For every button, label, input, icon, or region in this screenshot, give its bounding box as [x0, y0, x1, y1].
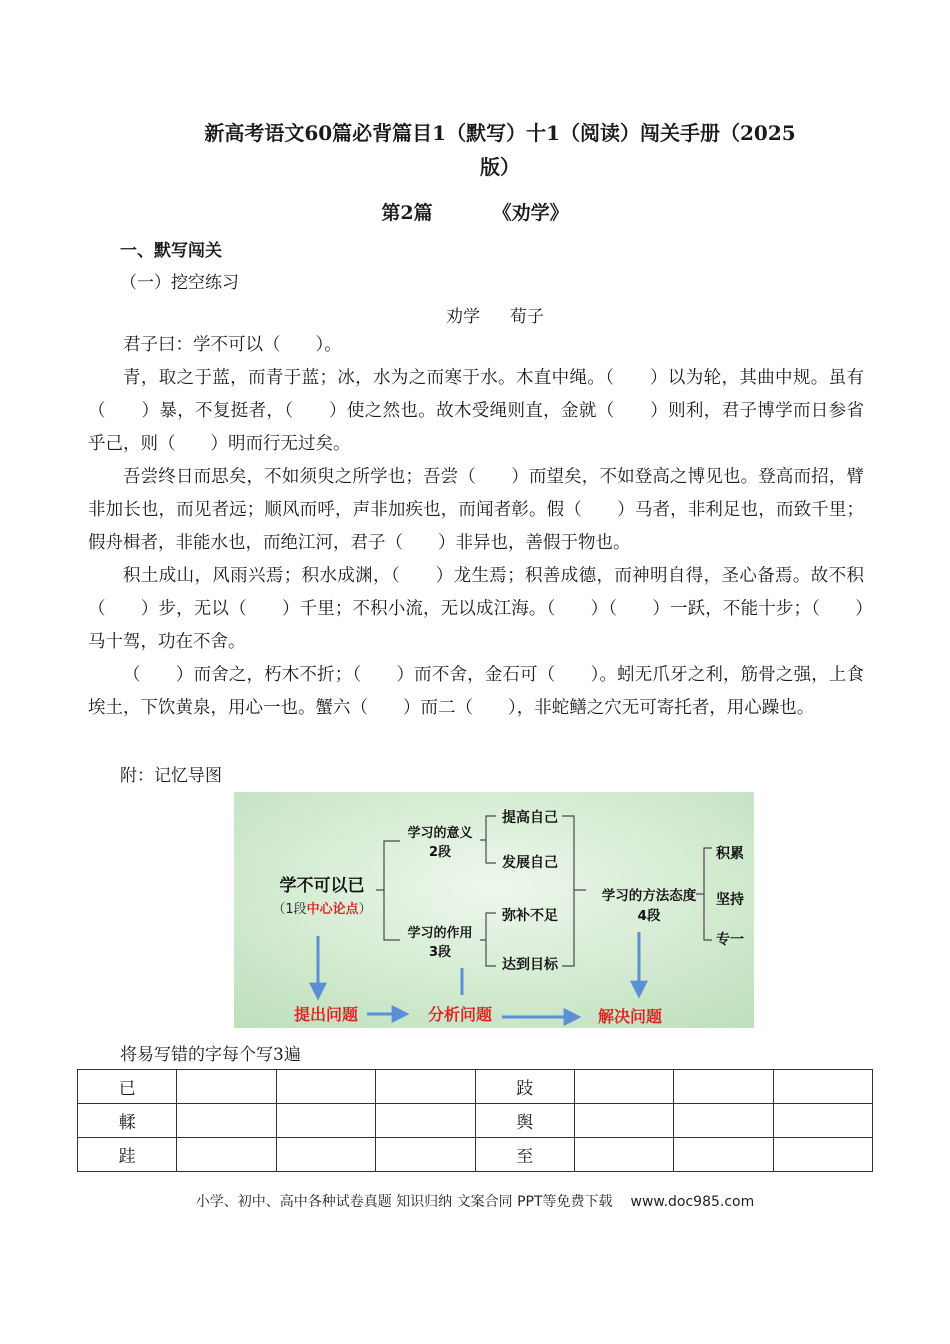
practice-caption: 将易写错的字每个写3遍: [120, 1045, 301, 1065]
title-line-1: 新高考语文60篇必背篇目1（默写）十1（阅读）闯关手册（2025: [204, 121, 796, 145]
map-node-meaning: 学习的意义: [407, 826, 473, 841]
map-node-meaning-para: 2段: [428, 845, 452, 860]
map-flow-item: 解决问题: [597, 1007, 663, 1026]
chapter-heading: [0, 198, 950, 225]
poem-heading: [0, 302, 950, 327]
paragraph: 君子曰：学不可以（ ）。: [123, 335, 342, 355]
practice-table: [77, 1069, 873, 1172]
paragraph: 青，取之于蓝，而青于蓝；冰，水为之而寒于水。木直中绳。（ ）以为轮，其曲中规。虽有（ ）暴，不复挺者，（ ）使之然也。故木受绳则直，金就（ ）则利，君子博学而日参省乎己，则（ ）明而行无过矣。: [88, 368, 864, 454]
table-cell: [773, 1104, 872, 1138]
table-cell: 跬: [78, 1138, 177, 1172]
chapter-number: 第2篇: [381, 202, 433, 224]
sub-heading: （一）挖空练习: [120, 273, 239, 293]
table-cell: 已: [78, 1070, 177, 1104]
map-center-note: （1段中心论点）: [272, 902, 372, 917]
map-node-effect: 学习的作用: [407, 926, 473, 941]
map-leaf: 发展自己: [502, 855, 558, 871]
table-cell: [376, 1070, 475, 1104]
map-center-topic: 学不可以已: [279, 876, 365, 896]
map-leaf: 坚持: [716, 892, 744, 908]
table-cell: [674, 1138, 773, 1172]
appendix-label: 附：记忆导图: [120, 766, 222, 786]
page-footer: [0, 1191, 950, 1211]
map-leaf: 弥补不足: [502, 908, 558, 924]
table-cell: [276, 1104, 375, 1138]
table-cell: [674, 1104, 773, 1138]
table-cell: [574, 1104, 673, 1138]
section-heading: 一、默写闯关: [120, 241, 222, 261]
table-cell: [674, 1070, 773, 1104]
map-leaf: 专一: [716, 932, 744, 948]
map-leaf: 达到目标: [502, 957, 558, 973]
document-title: [150, 116, 850, 184]
table-cell: [376, 1138, 475, 1172]
map-leaf: 提高自己: [502, 810, 558, 826]
poem-author: 荀子: [510, 307, 544, 327]
table-cell: 至: [475, 1138, 574, 1172]
table-cell: [177, 1104, 276, 1138]
table-cell: [276, 1138, 375, 1172]
table-cell: [177, 1138, 276, 1172]
table-cell: 跂: [475, 1070, 574, 1104]
table-cell: [574, 1138, 673, 1172]
paragraph: （ ）而舍之，朽木不折；（ ）而不舍，金石可（ ）。蚓无爪牙之利，筋骨之强，上食埃土，下饮黄泉，用心一也。蟹六（ ）而二（ ），非蛇鳝之穴无可寄托者，用心躁也。: [88, 665, 864, 718]
paragraph: 积土成山，风雨兴焉；积水成渊，（ ）龙生焉；积善成德，而神明自得，圣心备焉。故不积（ ）步，无以（ ）千里；不积小流，无以成江海。（ ）（ ）一跃，不能十步；（ ）马十驾，功在不舍。: [88, 566, 864, 652]
table-row: [78, 1070, 873, 1104]
table-cell: [276, 1070, 375, 1104]
chapter-title: 《劝学》: [492, 202, 569, 224]
paragraph: 吾尝终日而思矣，不如须臾之所学也；吾尝（ ）而望矣，不如登高之博见也。登高而招，臂非加长也，而见者远；顺风而呼，声非加疾也，而闻者彰。假（ ）马者，非利足也，而致千里；假舟楫者，非能水也，而绝江河，君子（ ）非异也，善假于物也。: [88, 467, 864, 553]
table-row: [78, 1138, 873, 1172]
mind-map: [234, 792, 754, 1028]
poem-title: 劝学: [446, 307, 480, 327]
footer-site-link[interactable]: www.doc985.com: [630, 1194, 755, 1210]
map-node-method: 学习的方法态度: [601, 888, 697, 904]
table-cell: [574, 1070, 673, 1104]
map-leaf: 积累: [716, 846, 744, 862]
table-cell: [177, 1070, 276, 1104]
table-cell: 舆: [475, 1104, 574, 1138]
title-line-2: 版）: [480, 155, 520, 179]
map-node-effect-para: 3段: [428, 945, 452, 960]
table-row: [78, 1104, 873, 1138]
table-cell: 輮: [78, 1104, 177, 1138]
table-cell: [376, 1104, 475, 1138]
footer-text: 小学、初中、高中各种试卷真题 知识归纳 文案合同 PPT等免费下载: [195, 1194, 613, 1210]
map-flow-item: 分析问题: [427, 1005, 493, 1024]
map-node-method-para: 4段: [637, 908, 661, 924]
table-cell: [773, 1138, 872, 1172]
map-flow-item: 提出问题: [293, 1005, 359, 1024]
table-cell: [773, 1070, 872, 1104]
